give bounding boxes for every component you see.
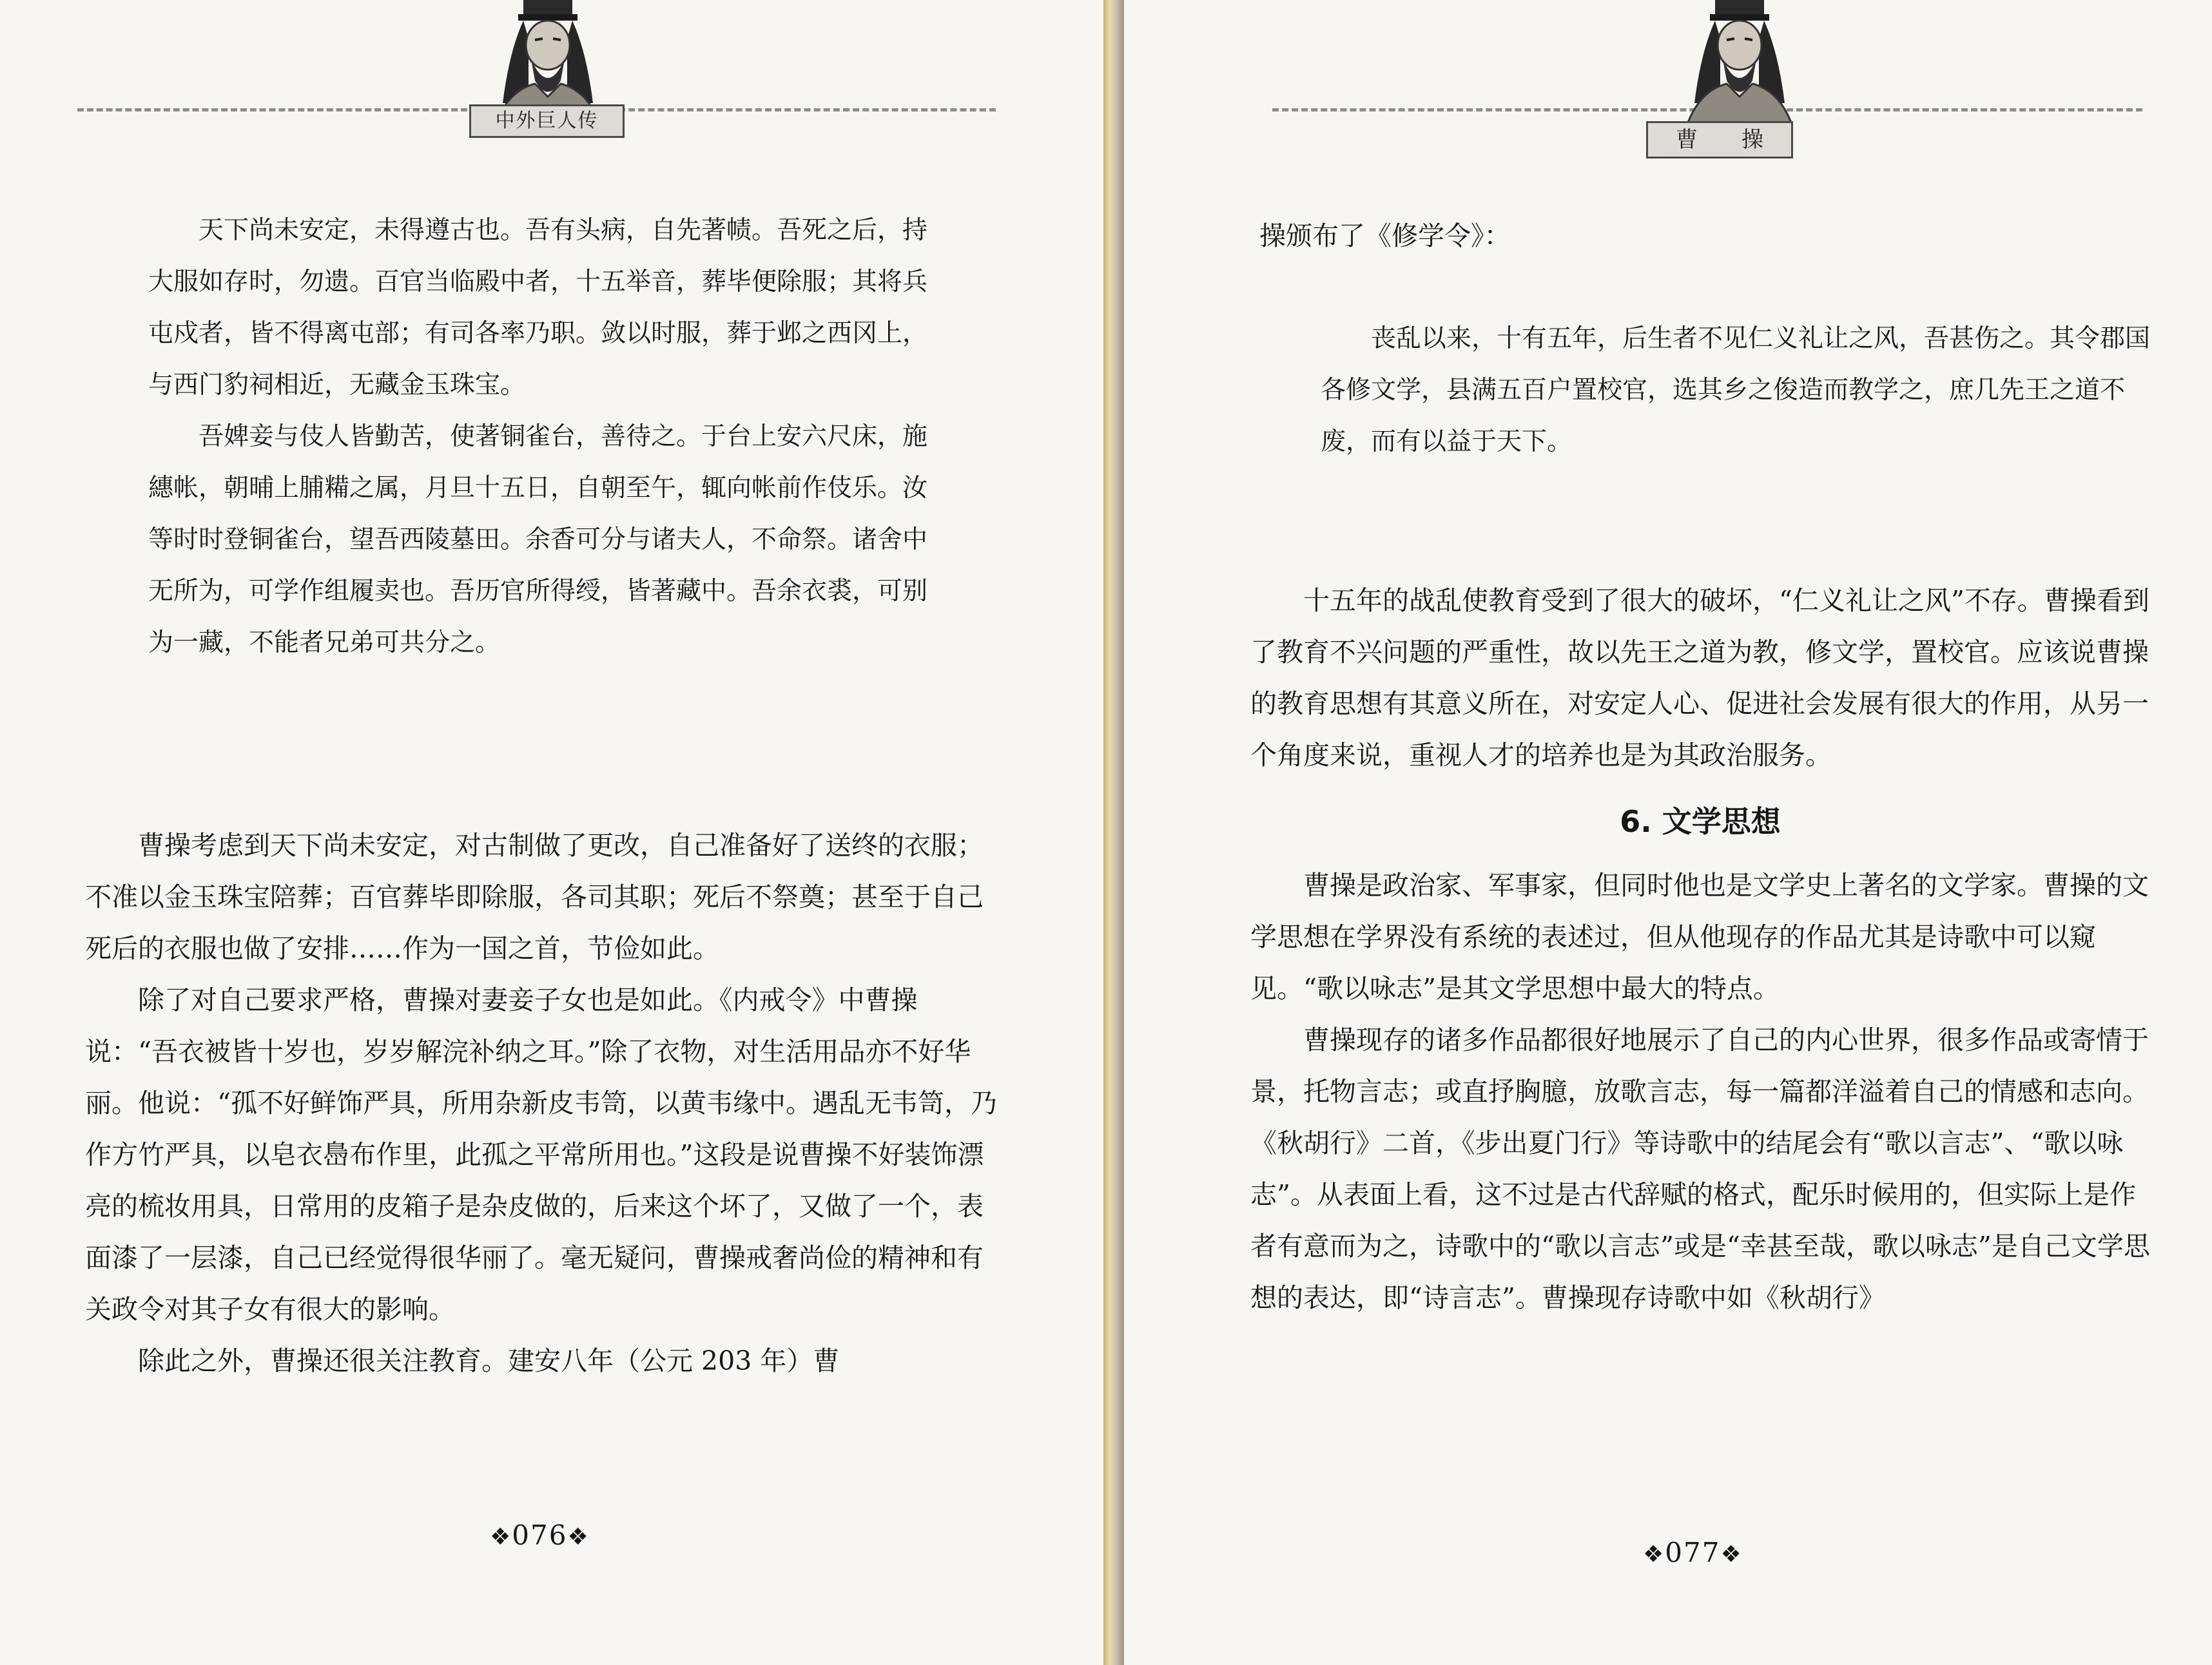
left-quote-block	[148, 205, 947, 669]
right-lead-text	[1259, 210, 2149, 262]
quote-paragraph: 丧乱以来，十有五年，后生者不见仁义礼让之风，吾甚伤之。其令郡国各修文学，县满五百户置校官，选其乡之俊造而教学之，庶几先王之道不废，而有以益于天下。	[1321, 324, 2151, 456]
body-paragraph: 十五年的战乱使教育受到了很大的破坏，“仁义礼让之风”不存。曹操看到了教育不兴问题的严重性，故以先王之道为教，修文学，置校官。应该说曹操的教育思想有其意义所在，对安定人心、促进社会发展有很大的作用，从另一个角度来说，重视人才的培养也是为其政治服务。	[1250, 585, 2149, 771]
ornament-icon: ❖	[567, 1524, 590, 1550]
scholar-portrait-icon	[1675, 0, 1804, 122]
right-quote-block	[1321, 313, 2152, 468]
body-paragraph: 除了对自己要求严格，曹操对妻妾子女也是如此。《内戒令》中曹操说：“吾衣被皆十岁也，岁岁解浣补纳之耳。”除了衣物，对生活用品亦不好华丽。他说：“孤不好鲜饰严具，所用杂新皮韦笥，以黄韦缘中。遇乱无韦笥，乃作方竹严具，以皂衣㠀布作里，此孤之平常所用也。”这段是说曹操不好装饰漂亮的梳妆用具，日常用的皮箱子是杂皮做的，后来这个坏了，又做了一个，表面漆了一层漆，自己已经觉得很华丽了。毫无疑问，曹操戒奢尚俭的精神和有关政令对其子女有很大的影响。	[85, 985, 997, 1325]
body-paragraph: 曹操现存的诸多作品都很好地展示了自己的内心世界，很多作品或寄情于景，托物言志；或直抒胸臆，放歌言志，每一篇都洋溢着自己的情感和志向。《秋胡行》二首，《步出夏门行》等诗歌中的结尾会有“歌以言志”、“歌以咏志”。从表面上看，这不过是古代辞赋的格式，配乐时候用的，但实际上是作者有意而为之，诗歌中的“歌以言志”或是“幸甚至哉，歌以咏志”是自己文学思想的表达，即“诗言志”。曹操现存诗歌中如《秋胡行》	[1250, 1025, 2150, 1313]
header-rule-left	[77, 108, 467, 111]
right-body-text	[1250, 575, 2150, 1323]
section-heading: 6. 文学思想	[1620, 804, 1781, 839]
quote-paragraph: 天下尚未安定，未得遵古也。吾有头病，自先著帻。吾死之后，持大服如存时，勿遗。百官当临殿中者，十五举音，葬毕便除服；其将兵屯戍者，皆不得离屯部；有司各率乃职。敛以时服，葬于邺之西冈上，与西门豹祠相近，无藏金玉珠宝。	[148, 216, 928, 399]
ornament-icon: ❖	[1720, 1541, 1743, 1568]
body-paragraph: 曹操考虑到天下尚未安定，对古制做了更改，自己准备好了送终的衣服；不准以金玉珠宝陪葬；百官葬毕即除服，各司其职；死后不祭奠；甚至于自己死后的衣服也做了安排……作为一国之首，节俭如此。	[85, 830, 984, 964]
header-person-name: 曹 操	[1646, 121, 1793, 159]
ornament-icon: ❖	[490, 1524, 512, 1550]
header-series-title: 中外巨人传	[469, 104, 625, 138]
quote-paragraph: 吾婢妾与伎人皆勤苦，使著铜雀台，善待之。于台上安六尺床，施繐帐，朝晡上脯糒之属，月旦十五日，自朝至午，辄向帐前作伎乐。汝等时时登铜雀台，望吾西陵墓田。余香可分与诸夫人，不命祭。诸舍中无所为，可学作组履卖也。吾历官所得绶，皆著藏中。吾余衣裘，可别为一藏，不能者兄弟可共分之。	[148, 422, 928, 657]
book-gutter	[1103, 0, 1124, 1665]
ornament-icon: ❖	[1643, 1541, 1665, 1568]
body-paragraph: 除此之外，曹操还很关注教育。建安八年（公元 203 年）曹	[138, 1345, 840, 1376]
body-paragraph: 曹操是政治家、军事家，但同时他也是文学史上著名的文学家。曹操的文学思想在学界没有系统的表述过，但从他现存的作品尤其是诗歌中可以窥见。“歌以咏志”是其文学思想中最大的特点。	[1250, 870, 2149, 1004]
lead-line: 操颁布了《修学令》：	[1259, 220, 1511, 251]
right-page	[1124, 0, 2212, 1665]
header-rule-right	[619, 108, 996, 111]
left-page	[0, 0, 1103, 1665]
page-number-right: ❖077❖	[1643, 1537, 1743, 1568]
page-number-left: ❖076❖	[490, 1519, 590, 1551]
left-body-text	[85, 820, 1007, 1387]
